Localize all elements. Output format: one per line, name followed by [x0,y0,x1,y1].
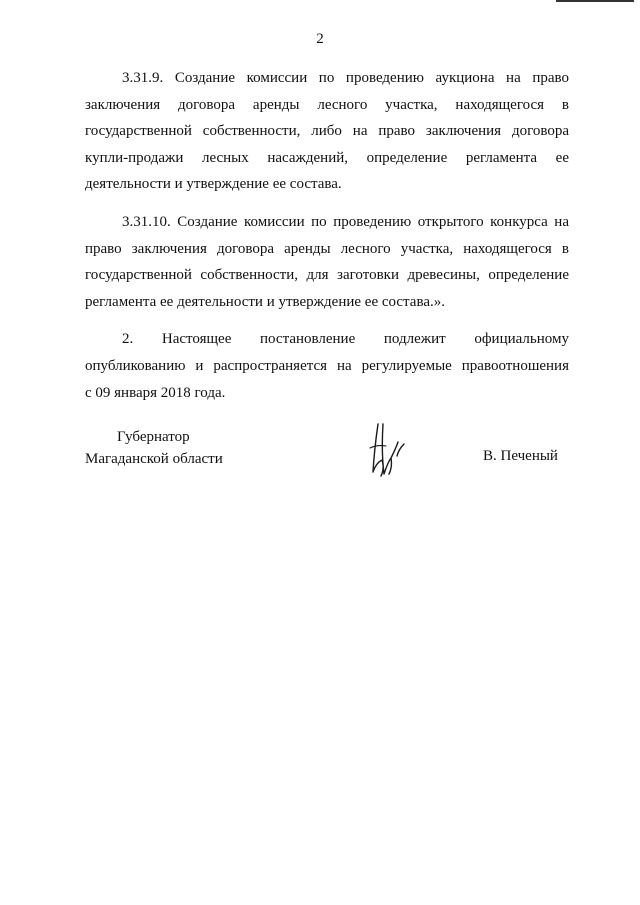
text-line: право заключения договора аренды лесного участка, находящегося в [85,240,569,257]
document-body [85,65,569,417]
signatory-position: Губернатор [117,429,190,445]
text-line: регламента ее деятельности и утверждение ее состава.». [85,293,445,310]
text-line: купли-продажи лесных насаждений, определение регламента ее [85,149,569,166]
top-corner-rule [556,0,634,2]
text-line: государственной собственности, для заготовки древесины, определение [85,267,569,284]
handwritten-signature [360,418,420,480]
signatory-title [85,426,223,470]
text-line: 2. Настоящее постановление подлежит официальному [122,331,569,348]
text-line: заключения договора аренды лесного участка, находящегося в [85,96,569,113]
text-line: деятельности и утверждение ее состава. [85,176,342,193]
text-line: 3.31.10. Создание комиссии по проведению открытого конкурса на [122,213,569,230]
paragraph-3-31-9 [85,65,569,198]
page-number: 2 [316,31,324,47]
text-line: 3.31.9. Создание комиссии по проведению аукциона на право [122,70,569,86]
signatory-name: В. Печеный [483,448,558,464]
text-line: с 09 января 2018 года. [85,384,226,401]
text-line: государственной собственности, либо на право заключения договора [85,123,569,140]
paragraph-3-31-10 [85,209,569,315]
text-line: опубликованию и распространяется на регулируемые правоотношения [85,357,569,374]
signatory-region: Магаданской области [85,451,223,467]
paragraph-2 [85,326,569,406]
